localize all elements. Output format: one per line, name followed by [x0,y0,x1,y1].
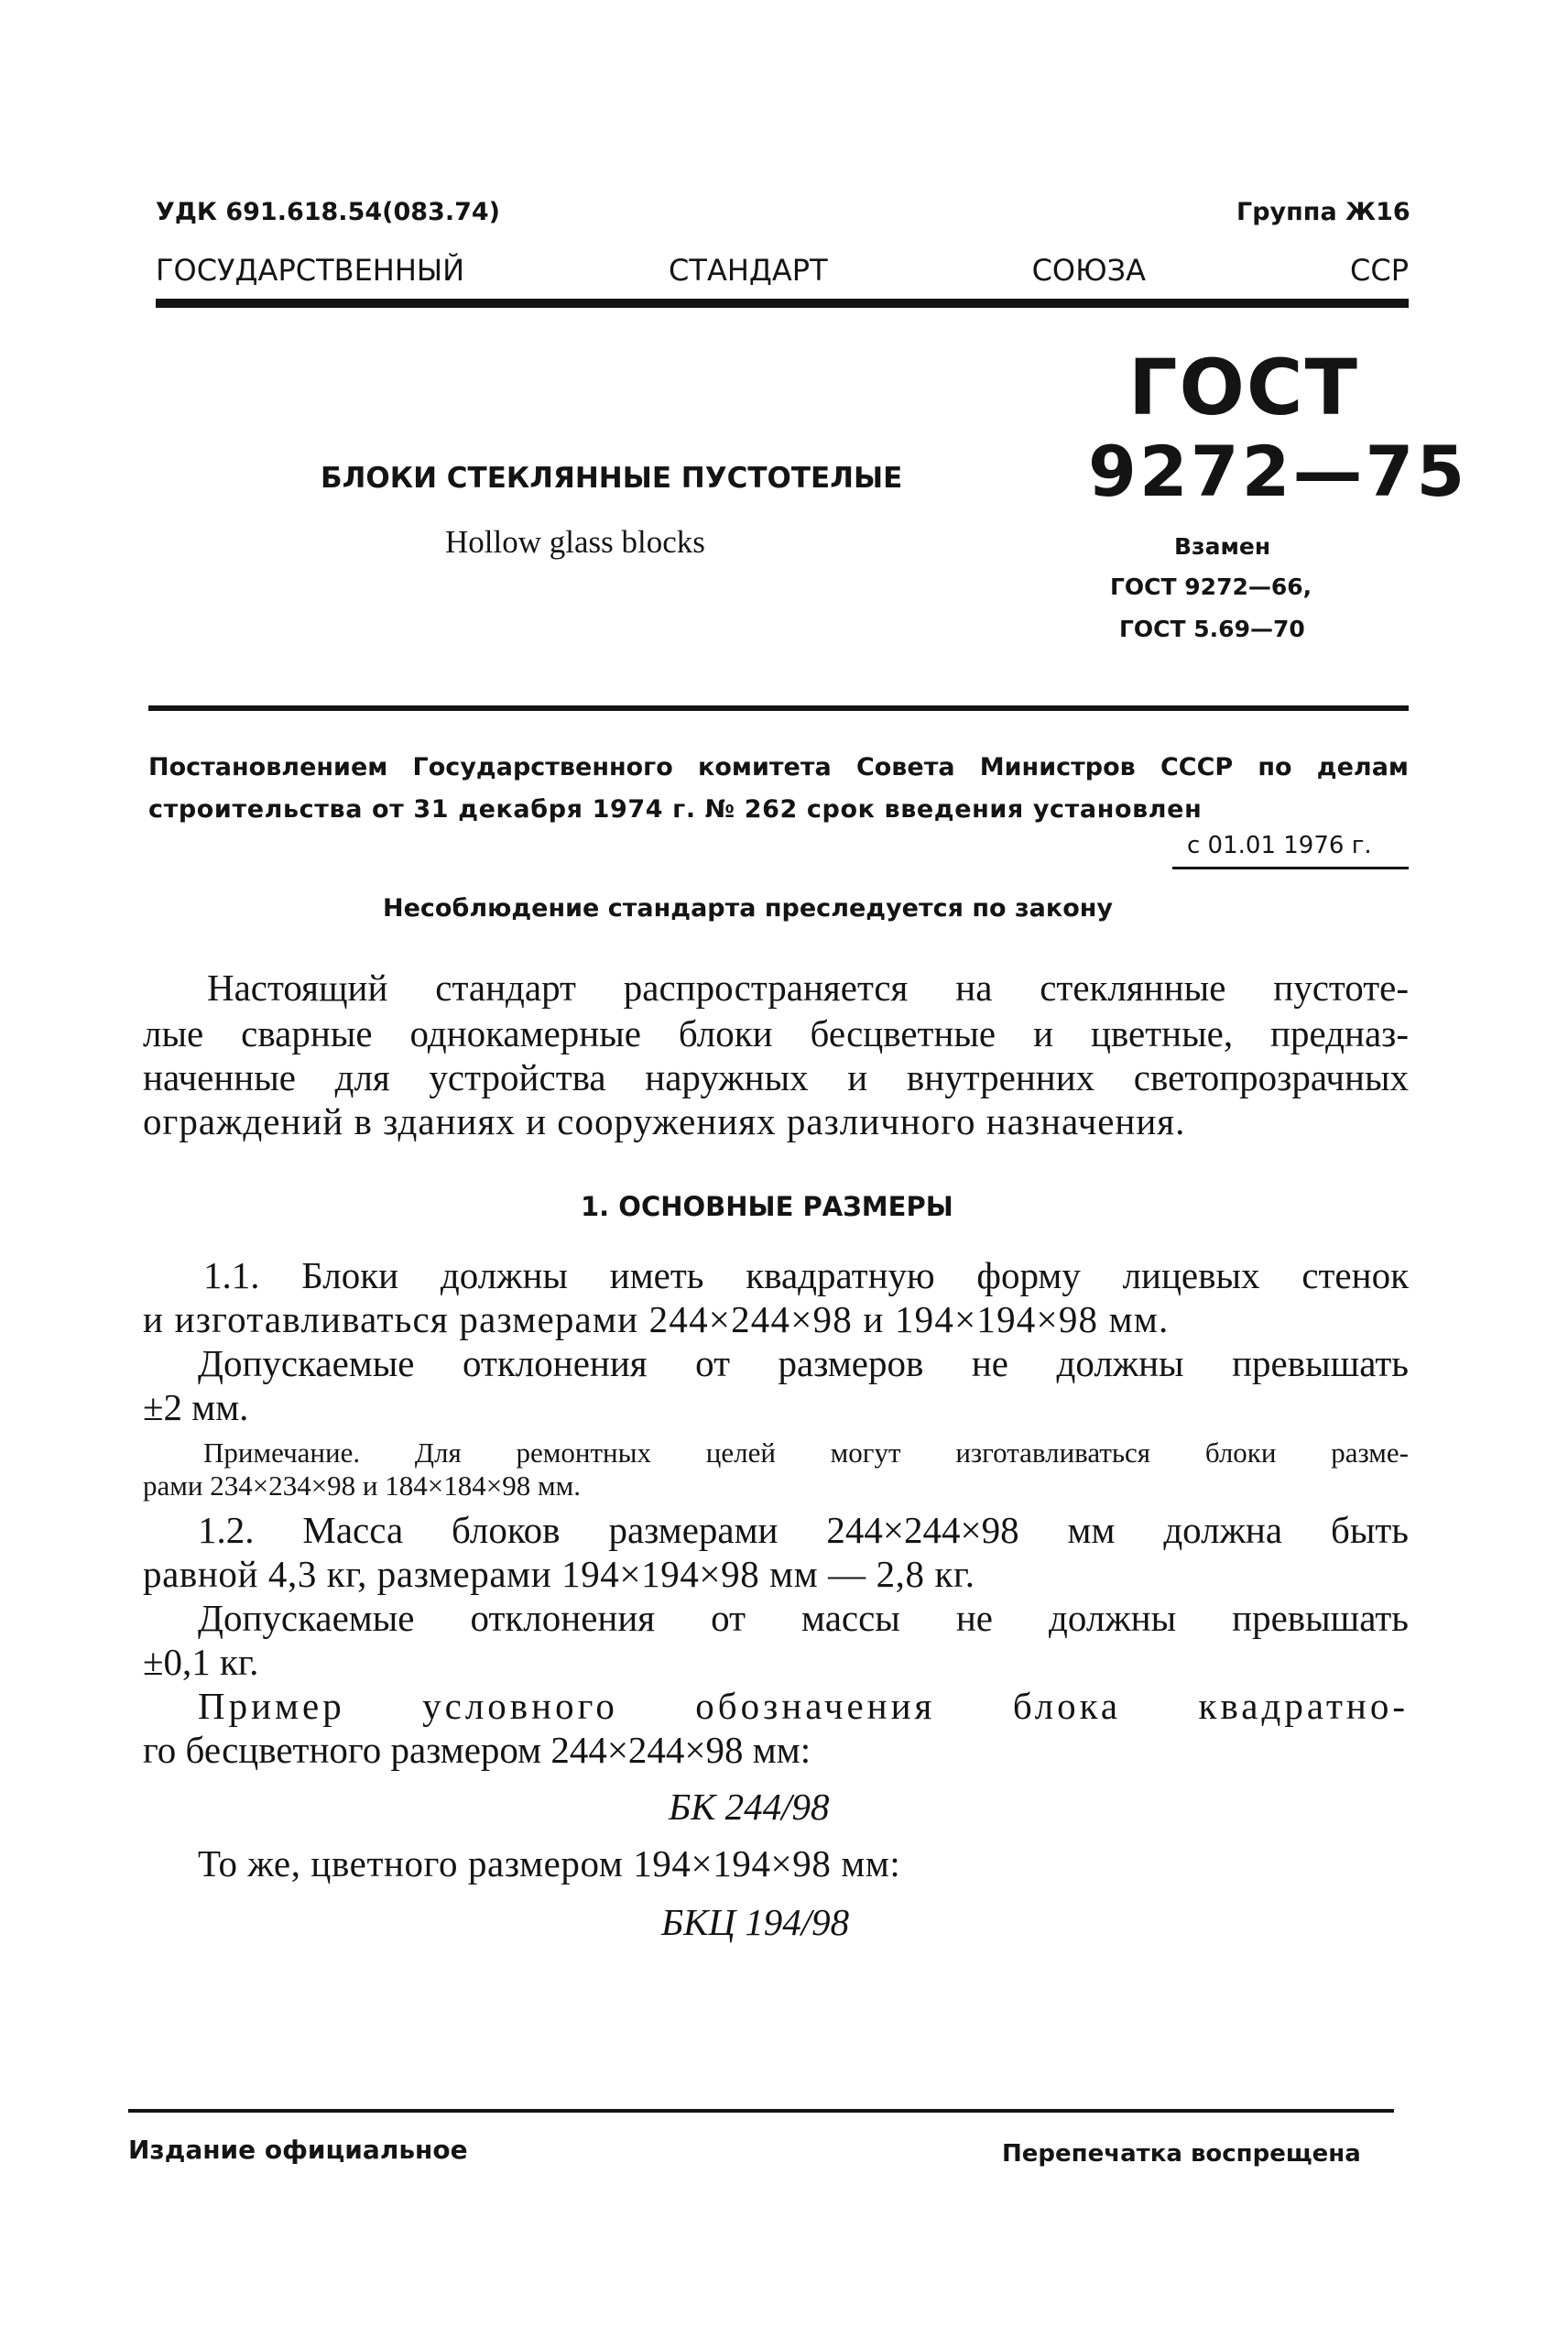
intro-line: Настоящий стандарт распространяется на стеклянные пустоте- [207,967,1409,1009]
state-standard-banner: ГОСУДАРСТВЕННЫЙ СТАНДАРТ СОЮЗА ССР [156,253,1409,288]
title-rule [148,705,1409,711]
designation-code: БК 244/98 [669,1786,830,1828]
designation-code: БКЦ 194/98 [661,1901,850,1943]
document-title: БЛОКИ СТЕКЛЯННЫЕ ПУСТОТЕЛЫЕ [321,462,903,495]
replaces-label: Взамен [1174,533,1271,560]
decree-text: строительства от 31 декабря 1974 г. № 262 срок введения установлен [148,795,1203,824]
paragraph-line: Пример условного обозначения блока квадратно- [198,1685,1409,1727]
footer-reprint-notice: Перепечатка воспрещена [1002,2140,1361,2168]
section-heading: 1. ОСНОВНЫЕ РАЗМЕРЫ [581,1191,953,1222]
note-line: рами 234×234×98 и 184×184×98 мм. [143,1469,581,1502]
paragraph-line: равной 4,3 кг, размерами 194×194×98 мм — 2,8 кг. [143,1553,975,1595]
paragraph-line: 1.2. Масса блоков размерами 244×244×98 мм должна быть [198,1509,1409,1551]
paragraph-line: Допускаемые отклонения от размеров не должны превышать [198,1342,1409,1384]
document-title-english: Hollow glass blocks [445,524,705,560]
paragraph-line: Допускаемые отклонения от массы не должны превышать [198,1597,1409,1639]
paragraph-line: го бесцветного размером 244×244×98 мм: [143,1729,811,1771]
note-line: Примечание. Для ремонтных целей могут изготавливаться блоки разме- [203,1437,1409,1469]
intro-line: лые сварные однокамерные блоки бесцветные и цветные, предназ- [143,1012,1409,1054]
footer-official-edition: Издание официальное [128,2135,468,2165]
decree-text: Постановлением Государственного комитета Совета Министров СССР по делам [148,753,1409,781]
legal-warning: Несоблюдение стандарта преследуется по закону [383,894,1114,923]
intro-line: ограждений в зданиях и сооружениях различного назначения. [143,1100,1186,1142]
paragraph-line: ±2 мм. [143,1386,249,1428]
udk-code: УДК 691.618.54(083.74) [156,198,501,226]
gost-number: 9272—75 [1088,431,1468,512]
paragraph-line: и изготавливаться размерами 244×244×98 и 194×194×98 мм. [143,1298,1170,1340]
date-underline [1172,867,1409,869]
gost-label: ГОСТ [1128,343,1359,432]
paragraph-line: 1.1. Блоки должны иметь квадратную форму лицевых стенок [203,1254,1409,1296]
effective-date: с 01.01 1976 г. [1187,832,1372,859]
header-rule [156,299,1409,308]
replaced-standard: ГОСТ 5.69—70 [1119,616,1305,642]
footer-rule [128,2109,1394,2113]
paragraph-line: ±0,1 кг. [143,1641,259,1683]
intro-line: наченные для устройства наружных и внутренних светопрозрачных [143,1056,1409,1098]
replaced-standard: ГОСТ 9272—66, [1110,574,1312,600]
paragraph-line: То же, цветного размером 194×194×98 мм: [198,1842,901,1885]
group-code: Группа Ж16 [1236,198,1410,226]
